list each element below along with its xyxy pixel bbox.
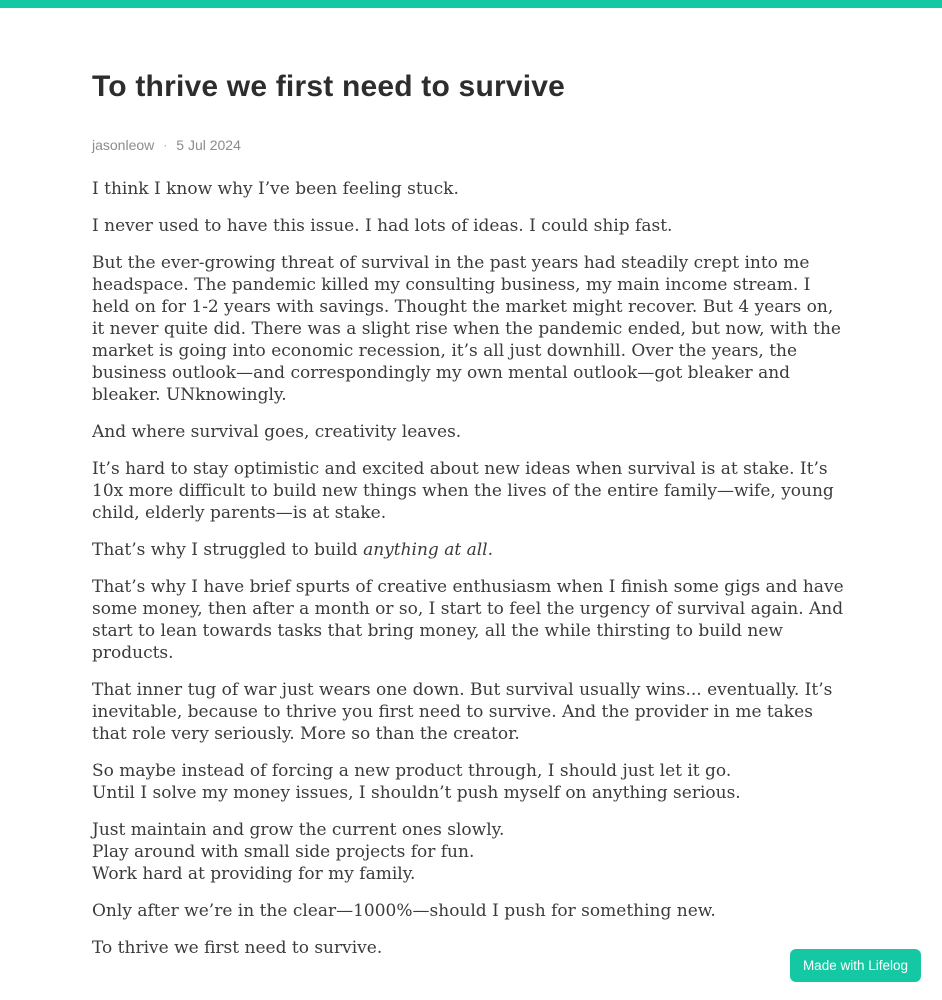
byline — [92, 136, 850, 154]
paragraph — [92, 421, 850, 443]
page-title: To thrive we first need to survive — [92, 70, 566, 103]
text-segment: To thrive we first need to survive. — [92, 938, 383, 958]
text-segment: Only after we’re in the clear—1000%—should I push for something new. — [92, 901, 716, 921]
text-segment: That’s why I struggled to build — [92, 540, 364, 560]
paragraph — [92, 937, 850, 959]
text-segment: That inner tug of war just wears one down. But survival usually wins... eventually. It’s inevitable, because to thrive you first need to survive. And the provider in me takes that role very seriously. More so than the creator. — [92, 680, 833, 744]
paragraph — [92, 215, 850, 237]
paragraph — [92, 900, 850, 922]
top-accent-bar — [0, 0, 942, 8]
made-with-lifelog-badge[interactable]: Made with Lifelog — [790, 949, 921, 982]
text-segment: Play around with small side projects for fun. — [92, 842, 475, 862]
text-segment: And where survival goes, creativity leaves. — [92, 422, 462, 442]
paragraph — [92, 178, 850, 200]
text-segment: Work hard at providing for my family. — [92, 864, 416, 884]
paragraph — [92, 760, 850, 804]
post-container — [92, 68, 850, 959]
text-segment: I think I know why I’ve been feeling stuck. — [92, 179, 459, 199]
text-segment: But the ever-growing threat of survival in the past years had steadily crept into me headspace. The pandemic killed my consulting business, my main income stream. I held on for 1-2 years with savings. Thought the market might recover. But 4 years on, it never quite did. There was a slight rise when the pandemic ended, but now, with the market is going into economic recession, it’s all just downhill. Over the years, the business outlook—and correspondingly my own mental outlook—got bleaker and bleaker. UNknowingly. — [92, 253, 841, 405]
paragraph — [92, 576, 850, 664]
post-date: 5 Jul 2024 — [176, 137, 241, 153]
paragraph — [92, 819, 850, 885]
italic-text: anything at all. — [363, 540, 493, 560]
paragraph — [92, 679, 850, 745]
text-segment: It’s hard to stay optimistic and excited about new ideas when survival is at stake. It’s 10x more difficult to build new things when the lives of the entire family—wife, young child, elderly parents—is at stake. — [92, 459, 834, 523]
dot-separator: · — [163, 138, 168, 152]
paragraph — [92, 539, 850, 561]
text-segment: Just maintain and grow the current ones slowly. — [92, 820, 505, 840]
post-body — [92, 178, 850, 959]
text-segment: That’s why I have brief spurts of creative enthusiasm when I finish some gigs and have some money, then after a month or so, I start to feel the urgency of survival again. And start to lean towards tasks that bring money, all the while thirsting to build new products. — [92, 577, 844, 663]
paragraph — [92, 458, 850, 524]
text-segment: Until I solve my money issues, I shouldn’t push myself on anything serious. — [92, 783, 741, 803]
author-name: jasonleow — [92, 137, 155, 153]
text-segment: So maybe instead of forcing a new product through, I should just let it go. — [92, 761, 732, 781]
paragraph — [92, 252, 850, 406]
text-segment: I never used to have this issue. I had lots of ideas. I could ship fast. — [92, 216, 673, 236]
